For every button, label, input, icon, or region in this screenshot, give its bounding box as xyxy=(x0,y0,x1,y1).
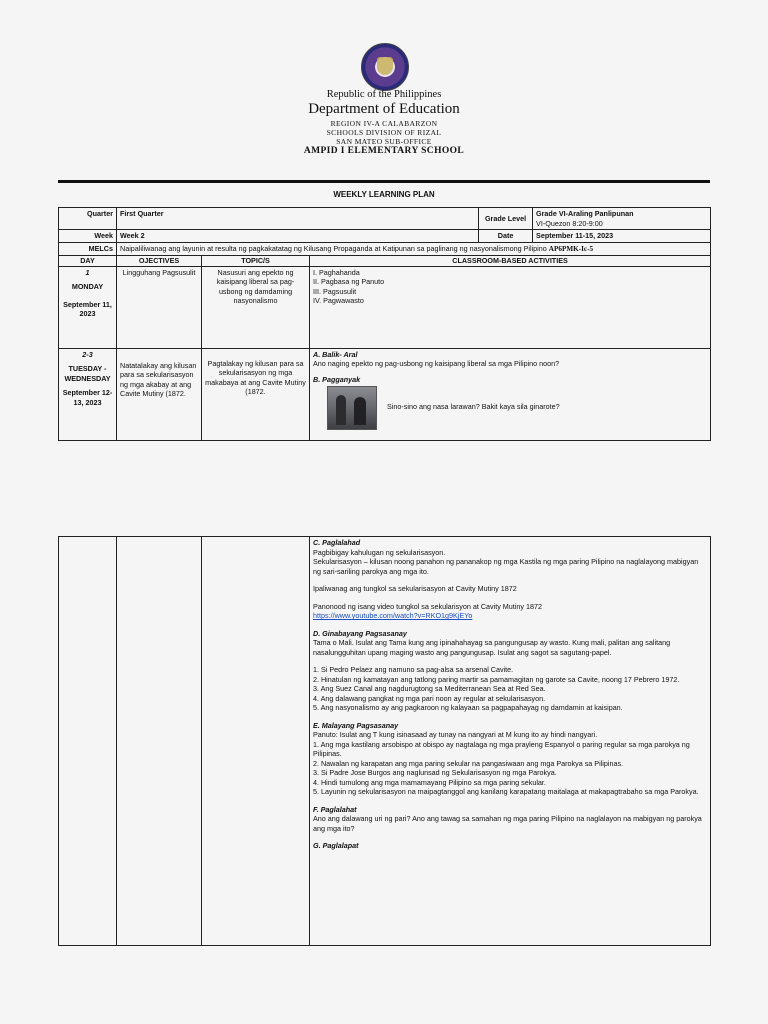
header-region: REGION IV-A CALABARZON xyxy=(330,119,438,128)
col-topics: TOPIC/S xyxy=(202,256,310,267)
list-item: IV. Pagwawasto xyxy=(313,296,364,305)
pagganyak-row xyxy=(313,384,707,430)
table-row xyxy=(59,348,711,440)
day-date: September 12-13, 2023 xyxy=(62,388,113,407)
list-item: 1. Si Pedro Pelaez ang namuno sa pag-alsa sa arsenal Cavite. xyxy=(313,665,514,674)
header-school: AMPID I ELEMENTARY SCHOOL xyxy=(303,146,465,156)
section-title: F. Paglalahat xyxy=(313,804,357,814)
section-text: Ano naging epekto ng pag-usbong ng kaisipang liberal sa mga Pilipino noon? xyxy=(313,359,560,368)
header-department: Department of Education xyxy=(308,101,460,117)
objectives-cell: Natatalakay ang kilusan para sa sekularisasyon ng mga akabay at ang Cavite Mutiny (1872. xyxy=(117,348,202,440)
section-text: Ano ang dalawang uri ng pari? Ano ang tawag sa samahan ng mga paring Pilipino na naglalayon na mabigyan ng parokya ang mga ito? xyxy=(313,814,702,833)
header-division: SCHOOLS DIVISION OF RIZAL xyxy=(326,128,442,137)
grade-section: VI-Quezon 8:20-9:00 xyxy=(536,218,603,228)
topic-cell xyxy=(202,537,310,946)
list-item: 1. Ang mga kastilang arsobispo at obispo ay nagtalaga ng mga prayleng Espanyol o paring regular sa mga parokya ng Pilipinas. xyxy=(313,739,690,758)
section-text: Panonood ng isang video tungkol sa sekularisyon at Cavity Mutiny 1872 xyxy=(313,601,542,611)
video-link[interactable]: https://www.youtube.com/watch?v=RKO1g9KjEYo xyxy=(313,611,473,620)
day-cell xyxy=(59,266,117,348)
day-number: 1 xyxy=(85,267,90,277)
day-name: MONDAY xyxy=(71,282,104,291)
section-text: Panuto: Isulat ang T kung isinasaad ay tunay na nangyari at M kung ito ay hindi nangyari. xyxy=(313,730,598,739)
day-cell xyxy=(59,537,117,946)
melcs-code: AP6PMK-Ic-5 xyxy=(548,244,594,253)
header-republic: Republic of the Philippines xyxy=(326,89,442,100)
date-value: September 11-15, 2023 xyxy=(533,230,711,243)
section-text: Ipaliwanag ang tungkol sa sekularisasyon at Cavity Mutiny 1872 xyxy=(313,584,517,593)
section-text: Sino-sino ang nasa larawan? Bakit kaya sila ginarote? xyxy=(387,401,560,411)
week-label: Week xyxy=(59,230,117,243)
section-title: G. Paglalapat xyxy=(313,841,359,850)
grade-value: Grade VI-Araling Panlipunan xyxy=(536,209,634,218)
section-text: Pagbibigay kahulugan ng sekularisasyon. xyxy=(313,547,446,557)
date-label: Date xyxy=(479,230,533,243)
activities-cell xyxy=(310,266,711,348)
list-item: 2. Nawalan ng karapatan ang mga paring sekular na pangasiwaan ang mga Parokya sa Pilipinas. xyxy=(313,758,624,768)
topic-cell: Pagtalakay ng kilusan para sa sekularisasyon ng mga makabaya at ang Cavite Mutiny (1872. xyxy=(202,348,310,440)
list-item: 4. Ang dalawang pangkat ng mga pari noon ay regular at sekularisasyon. xyxy=(313,693,546,703)
grade-cell xyxy=(533,208,711,230)
list-item: 4. Hindi tumulong ang mga mamamayang Pilipino sa mga paring sekular. xyxy=(313,777,546,787)
melcs-value: Naipaliliwanag ang layunin at resulta ng pagkakatatag ng Kilusang Propaganda at Katipunan sa paglinang ng nasyonalismong Pilipino xyxy=(120,243,547,253)
activities-cell xyxy=(310,348,711,440)
list-item: I. Paghahanda xyxy=(313,267,360,277)
section-title: C. Paglalahad xyxy=(313,538,361,547)
melcs-cell xyxy=(117,242,711,256)
col-objectives: OJECTIVES xyxy=(117,256,202,267)
martyrs-photo xyxy=(327,386,377,430)
list-item: 3. Si Padre Jose Burgos ang naglunsad ng Sekularisasyon ng mga Parokya. xyxy=(313,768,557,777)
col-day: DAY xyxy=(59,256,117,267)
grade-label: Grade Level xyxy=(479,208,533,230)
list-item: 5. Ang nasyonalismo ay ang pagkaroon ng kalayaan sa pagpapahayag ng damdamin at kaisipan. xyxy=(313,703,623,712)
section-text: Sekularisasyon – kilusan noong panahon ng pananakop ng mga Kastila ng mga paring Pilipino na naglalayong mabigyan ng sari-sariling parokya ang mga ito. xyxy=(313,557,699,576)
day-name: TUESDAY - WEDNESDAY xyxy=(64,364,111,383)
col-activities: CLASSROOM-BASED ACTIVITIES xyxy=(310,256,711,267)
quarter-label: Quarter xyxy=(59,208,117,230)
plan-table xyxy=(58,207,711,441)
header-suboffice: SAN MATEO SUB-OFFICE xyxy=(336,137,432,146)
list-item: 5. Layunin ng sekularisasyon na maipagtanggol ang kanilang karapatang maitalaga at makapagtrabaho sa mga Parokya. xyxy=(313,787,699,796)
table-row xyxy=(59,266,711,348)
day-date: September 11, 2023 xyxy=(63,299,112,318)
list-item: 2. Hinatulan ng kamatayan ang tatlong paring martir sa pamamagitan ng garote sa Cavite, noong 17 Pebrero 1972. xyxy=(313,674,680,684)
section-text: Tama o Mali. Isulat ang Tama kung ang ipinahahayag sa pangungusap ay wasto. Kung mali, palitan ang salitang nasalungguhitan upang maging wasto ang pangungusap. Isulat ang sagot sa sagutang-papel. xyxy=(313,638,671,657)
header-divider xyxy=(58,180,710,183)
table-row xyxy=(59,537,711,946)
section-title: A. Balik- Aral xyxy=(313,349,358,359)
section-title: D. Ginabayang Pagsasanay xyxy=(313,628,407,638)
list-item: II. Pagbasa ng Panuto xyxy=(313,277,385,286)
melcs-label: MELCs xyxy=(59,242,117,256)
deped-seal-icon xyxy=(361,43,409,91)
list-item: 3. Ang Suez Canal ang nagdurugtong sa Mediterranean Sea at Red Sea. xyxy=(313,684,546,693)
list-item: III. Pagsusulit xyxy=(313,286,357,296)
plan-title: WEEKLY LEARNING PLAN xyxy=(333,190,435,199)
objectives-cell xyxy=(117,537,202,946)
day-number: 2-3 xyxy=(82,349,93,359)
topic-cell: Nasusuri ang epekto ng kaisipang liberal sa pag-usbong ng damdaming nasyonalismo xyxy=(202,266,310,348)
section-title: B. Pagganyak xyxy=(313,374,361,384)
objectives-cell: Lingguhang Pagsusulit xyxy=(117,266,202,348)
section-title: E. Malayang Pagsasanay xyxy=(313,720,399,730)
day-cell xyxy=(59,348,117,440)
activities-cell xyxy=(310,537,711,946)
quarter-value: First Quarter xyxy=(117,208,479,230)
week-value: Week 2 xyxy=(117,230,479,243)
continued-table xyxy=(58,536,711,946)
